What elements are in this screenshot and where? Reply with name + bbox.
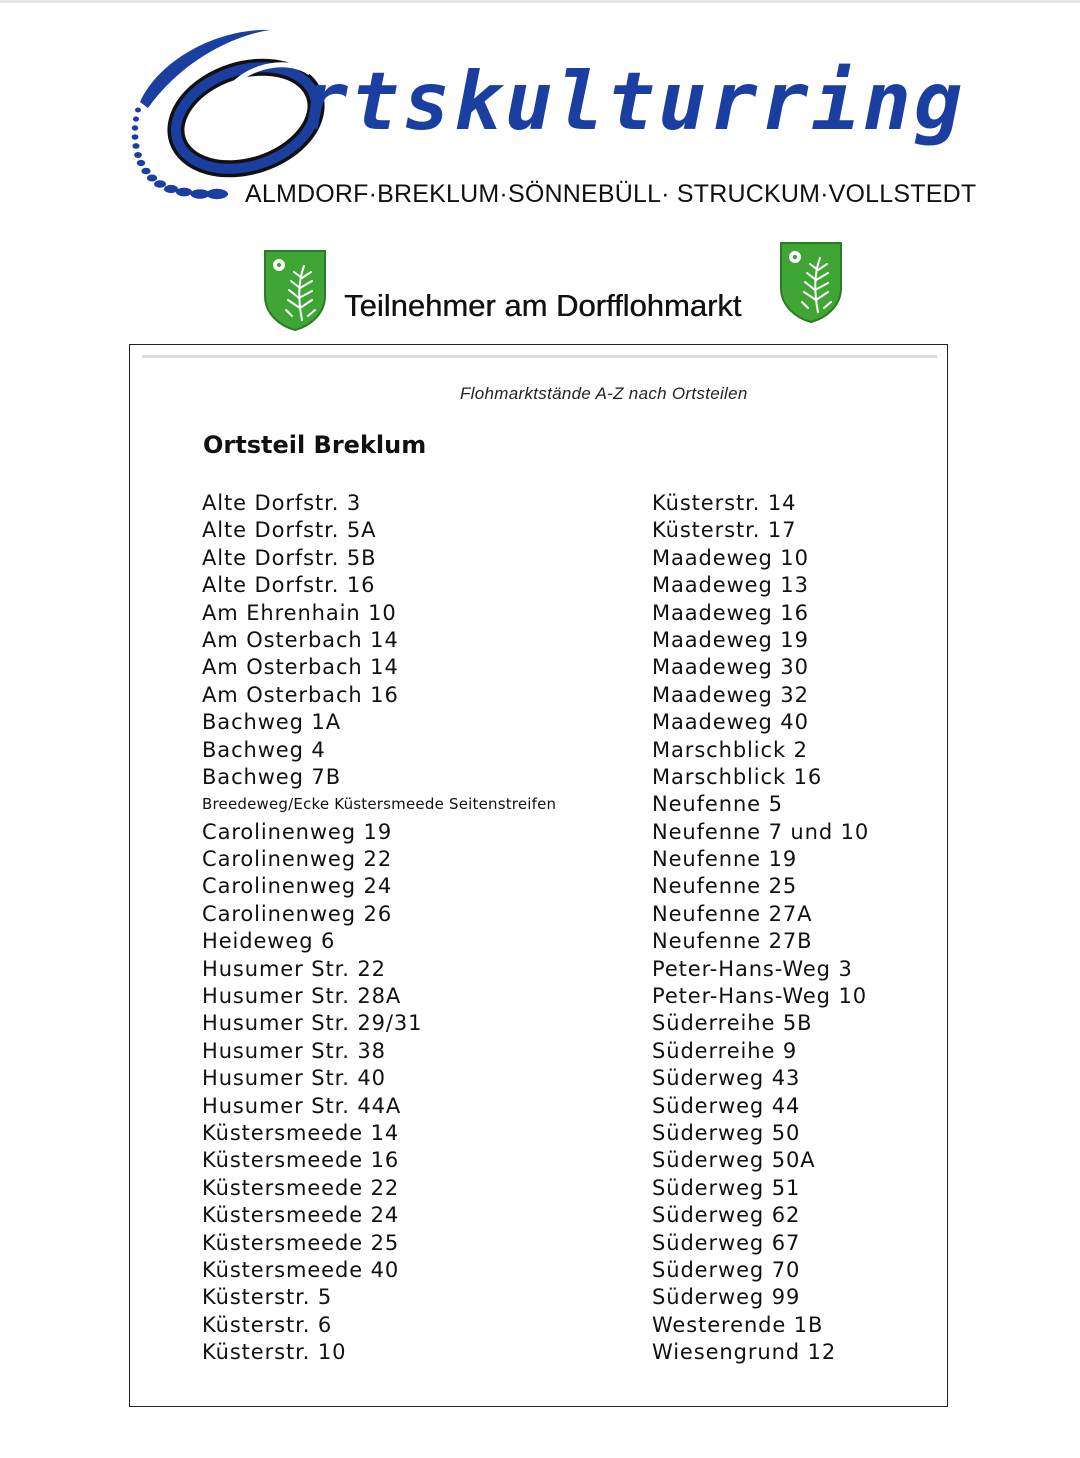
address-list-item: Bachweg 7B — [202, 764, 341, 789]
address-list-left — [202, 490, 556, 1367]
address-list-item: Wiesengrund 12 — [652, 1340, 837, 1365]
address-list-item: Küsterstr. 17 — [652, 518, 797, 543]
address-list-item: Heideweg 6 — [202, 929, 336, 954]
address-list-item: Maadeweg 40 — [652, 710, 809, 735]
address-list-item: Neufenne 25 — [652, 874, 798, 899]
logo-wordmark: rtskulturring — [300, 55, 966, 148]
address-list-item: Küsterstr. 14 — [652, 491, 797, 515]
address-list-item: Küstersmeede 24 — [202, 1203, 400, 1228]
address-list-item: Neufenne 27B — [652, 929, 813, 954]
address-list-item: Marschblick 2 — [652, 737, 808, 762]
address-list-item: Süderweg 50 — [652, 1120, 801, 1145]
address-list-item: Küstersmeede 40 — [202, 1257, 400, 1282]
address-list-item: Küstersmeede 14 — [202, 1120, 400, 1145]
coat-of-arms-left — [262, 248, 328, 332]
address-list-item: Am Osterbach 16 — [202, 682, 399, 707]
address-list-item: Süderweg 99 — [652, 1285, 801, 1310]
address-list-item: Küstersmeede 22 — [202, 1175, 400, 1200]
address-list-item: Alte Dorfstr. 5B — [202, 545, 377, 570]
address-list-item: Carolinenweg 22 — [202, 847, 393, 872]
address-list-item: Süderweg 44 — [652, 1093, 801, 1118]
address-list-item: Süderweg 51 — [652, 1175, 801, 1200]
address-list-item: Carolinenweg 24 — [202, 874, 393, 899]
address-list-item: Am Osterbach 14 — [202, 627, 399, 652]
address-list-item: Neufenne 27A — [652, 901, 813, 926]
district-heading: Ortsteil Breklum — [203, 431, 427, 459]
address-list-item: Küstersmeede 16 — [202, 1148, 400, 1173]
address-list-item: Alte Dorfstr. 5A — [202, 518, 377, 543]
address-list-item: Bachweg 1A — [202, 710, 341, 735]
address-list-item: Carolinenweg 26 — [202, 901, 393, 926]
address-list-item: Husumer Str. 22 — [202, 956, 386, 981]
address-list-item: Alte Dorfstr. 16 — [202, 573, 376, 598]
address-list-item: Westerende 1B — [652, 1312, 824, 1337]
address-list-item: Husumer Str. 44A — [202, 1093, 402, 1118]
address-list-item: Am Ehrenhain 10 — [202, 600, 397, 625]
address-list-item: Peter-Hans-Weg 10 — [652, 984, 867, 1009]
address-list-item: Neufenne 5 — [652, 792, 783, 817]
address-list-item: Alte Dorfstr. 3 — [202, 491, 362, 515]
address-list-item: Husumer Str. 28A — [202, 984, 402, 1009]
address-list-item: Maadeweg 30 — [652, 655, 809, 680]
address-list-item: Am Osterbach 14 — [202, 655, 399, 680]
address-list-item: Maadeweg 13 — [652, 573, 809, 598]
address-list-item: Süderweg 50A — [652, 1148, 816, 1173]
address-list-item: Maadeweg 10 — [652, 545, 809, 570]
address-list-item: Husumer Str. 29/31 — [202, 1011, 423, 1036]
address-list-item: Breedeweg/Ecke Küstersmeede Seitenstreifen — [202, 795, 557, 814]
address-list-right — [652, 490, 869, 1367]
list-frame-top-rule — [142, 355, 937, 358]
address-list-item: Maadeweg 16 — [652, 600, 809, 625]
address-list-item: Süderweg 62 — [652, 1203, 801, 1228]
address-list-item: Süderreihe 9 — [652, 1038, 798, 1063]
address-list-item: Marschblick 16 — [652, 764, 823, 789]
address-list-item: Carolinenweg 19 — [202, 819, 393, 844]
address-list-item: Küsterstr. 10 — [202, 1340, 347, 1365]
list-subtitle: Flohmarktstände A-Z nach Ortsteilen — [460, 384, 748, 403]
address-list-item: Süderweg 67 — [652, 1230, 801, 1255]
coat-of-arms-right — [778, 240, 844, 324]
address-list-item: Küsterstr. 6 — [202, 1312, 333, 1337]
address-list-item: Maadeweg 19 — [652, 627, 809, 652]
address-list-item: Küsterstr. 5 — [202, 1285, 333, 1310]
page-title: Teilnehmer am Dorfflohmarkt — [344, 288, 742, 323]
address-list-item: Peter-Hans-Weg 3 — [652, 956, 853, 981]
address-list-item: Küstersmeede 25 — [202, 1230, 400, 1255]
address-list-item: Neufenne 7 und 10 — [652, 819, 870, 844]
address-list-item: Süderweg 70 — [652, 1257, 801, 1282]
address-list-item: Süderreihe 5B — [652, 1011, 813, 1036]
address-list-item: Neufenne 19 — [652, 847, 798, 872]
logo-villages-line: ALMDORF·BREKLUM·SÖNNEBÜLL· STRUCKUM·VOLLSTEDT — [245, 180, 977, 208]
top-border-line — [0, 0, 1080, 3]
address-list-item: Süderweg 43 — [652, 1066, 801, 1091]
address-list-item: Maadeweg 32 — [652, 682, 809, 707]
address-list-item: Husumer Str. 38 — [202, 1038, 386, 1063]
address-list-item: Bachweg 4 — [202, 737, 326, 762]
address-list-item: Husumer Str. 40 — [202, 1066, 386, 1091]
